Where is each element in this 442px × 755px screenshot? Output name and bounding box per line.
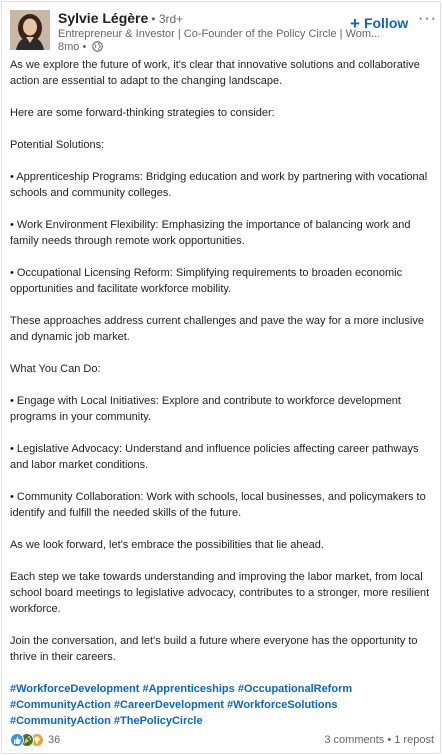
post-paragraph: Each step we take towards understanding and improving the labor market, from local school board meetings to legislative advocacy, contributes to a stronger, more resilient workforce. xyxy=(10,571,430,615)
post-header xyxy=(10,10,437,53)
post-time: 8mo • xyxy=(58,41,87,53)
post-paragraph: • Community Collaboration: Work with schools, local businesses, and policymakers to identify and fulfill the needed skills of the future. xyxy=(10,491,426,519)
avatar-icon xyxy=(10,10,50,50)
follow-button[interactable] xyxy=(350,14,408,34)
post-paragraph: As we look forward, let's embrace the possibilities that lie ahead. xyxy=(10,539,324,551)
reactions-summary[interactable] xyxy=(10,733,60,747)
post-paragraph: As we explore the future of work, it's clear that innovative solutions and collaborative action are essential to adapt to the changing landscape. xyxy=(10,59,420,87)
globe-icon xyxy=(92,41,103,55)
post-card xyxy=(1,1,441,754)
reposts-count-link[interactable]: 1 repost xyxy=(394,734,434,746)
reaction-count: 36 xyxy=(48,734,61,746)
author-name[interactable]: Sylvie Légère xyxy=(58,10,149,26)
author-headline: Entrepreneur & Investor | Co-Founder of the Policy Circle | Wom... xyxy=(58,28,381,40)
post-paragraph: • Occupational Licensing Reform: Simplifying requirements to broaden economic opportunities and facilitate workforce mobility. xyxy=(10,267,403,295)
post-paragraph: • Engage with Local Initiatives: Explore and contribute to workforce development programs in your community. xyxy=(10,395,401,423)
author-avatar[interactable] xyxy=(10,10,50,50)
plus-icon: + xyxy=(350,14,360,33)
post-body xyxy=(10,57,434,681)
post-paragraph: Here are some forward-thinking strategies to consider: xyxy=(10,107,275,119)
follow-label: Follow xyxy=(363,15,409,31)
comments-count-link[interactable]: 3 comments xyxy=(324,734,385,746)
post-paragraph: • Legislative Advocacy: Understand and influence policies affecting career pathways and labor market conditions. xyxy=(10,443,419,471)
connection-degree: • 3rd+ xyxy=(151,12,184,26)
post-paragraph: • Apprenticeship Programs: Bridging education and work by partnering with vocational schools and community colleges. xyxy=(10,171,428,199)
engagement-stats xyxy=(324,734,434,746)
post-paragraph: • Work Environment Flexibility: Emphasizing the importance of balancing work and family needs through remote work opportunities. xyxy=(10,219,411,247)
hashtag-link[interactable]: #CareerDevelopment xyxy=(113,699,224,711)
hashtag-link[interactable]: #ThePolicyCircle xyxy=(113,715,203,727)
hashtag-link[interactable]: #Apprenticeships xyxy=(142,683,235,695)
hashtag-link[interactable]: #OccupationalReform xyxy=(237,683,353,695)
post-meta xyxy=(58,41,103,55)
more-options-button[interactable]: ··· xyxy=(418,10,437,27)
hashtag-link[interactable]: #CommunityAction xyxy=(10,699,111,711)
hashtag-link[interactable]: #WorkforceSolutions xyxy=(227,699,338,711)
social-counts xyxy=(10,732,434,750)
stats-separator: • xyxy=(384,734,395,746)
hashtag-link[interactable]: #CommunityAction xyxy=(10,715,111,727)
post-paragraph: Join the conversation, and let's build a future where everyone has the opportunity to thrive in their careers. xyxy=(10,635,418,663)
hashtag-list xyxy=(10,681,434,729)
like-icon xyxy=(10,733,24,747)
post-paragraph: Potential Solutions: xyxy=(10,139,105,151)
hashtag-link[interactable]: #WorkforceDevelopment xyxy=(10,683,140,695)
author-name-line xyxy=(58,10,183,26)
post-paragraph: These approaches address current challenges and pave the way for a more inclusive and dynamic job market. xyxy=(10,315,424,343)
post-paragraph: What You Can Do: xyxy=(10,363,101,375)
